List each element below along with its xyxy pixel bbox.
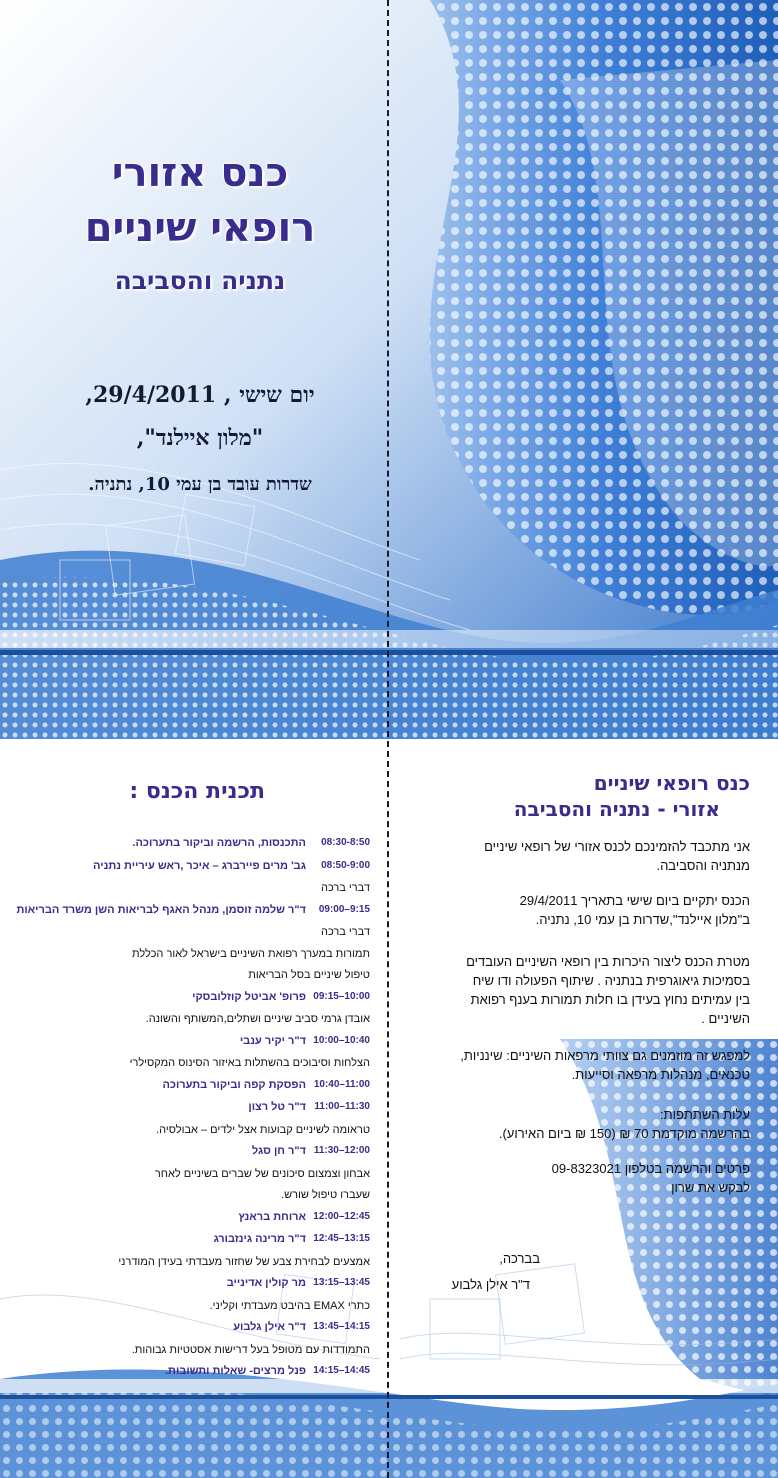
program-item-title: ארוחת בראנץ [238,1210,306,1223]
program-item-description-row [40,1189,370,1207]
program-item-description-row [40,1013,370,1031]
invite-paragraph-intro: אני מתכבד להזמינכם לכנס אזורי של רופאי שיניים מנתניה והסביבה. [484,839,750,873]
program-item-description: שעברו טיפול שורש. [281,1189,370,1201]
program-item [40,1035,370,1053]
program-item-title: ד"ר חן סגל [251,1145,306,1157]
program-item [40,860,370,878]
program-item-title: גב' מרים פיירברג – איכר ,ראש עיריית נתניה [93,859,306,872]
program-item-description-row [40,882,370,900]
program-item-time: 09:15–10:00 [313,990,370,1002]
program-item-description-row [40,1168,370,1186]
program-heading: תכנית הכנס : [129,779,265,804]
program-item-description: טראומה לשיניים קבועות אצל ילדים – אבולסיה. [156,1123,370,1136]
cover-venue: "מלון איילנד", [136,425,264,451]
invite-signature: ד"ר אילן גלבוע [451,1277,530,1292]
program-item [40,1365,370,1383]
program-item-description: דברי ברכה [320,926,370,938]
program-item-title: פנל מרצים- שאלות ותשובות. [165,1365,306,1377]
program-item-time: 12:00–12:45 [313,1210,370,1222]
program-item-title: ד"ר שלמה זוסמן, מנהל האגף לבריאות השן משרד הבריאות [16,903,306,916]
program-item [40,1233,370,1251]
invite-contact: פרטים והרשמה בטלפון 09-8323021 לבקש את שרון [551,1161,750,1195]
invite-heading-line1: כנס רופאי שיניים [593,771,750,795]
cover-subtitle: נתניה והסביבה [114,266,286,295]
program-item-time: 13:45–14:15 [313,1321,370,1332]
program-item [40,837,370,855]
program-item-title: מר קולין אדינייב [226,1277,306,1289]
program-item-description-row [40,1124,370,1142]
program-item [40,1321,370,1339]
program-item-description: הצלחות וסיבוכים בהשתלות באיזור הסינוס המקסילרי [129,1057,370,1069]
program-item-time: 09:00–9:15 [318,903,370,915]
program-item-time: 13:15–13:45 [313,1277,370,1288]
invite-closing: בברכה, [499,1251,540,1266]
program-item-time: 11:00–11:30 [314,1101,370,1112]
program-item [40,991,370,1009]
program-item-time: 14:15–14:45 [313,1365,370,1376]
program-item-description: אמצעים לבחירת צבע של שחזור מעבדתי בעידן המודרני [118,1255,370,1268]
program-item-title: ד"ר אילן גלבוע [233,1321,306,1333]
program-item-description: התמודדות עם מטופל בעל דרישות אסטטיות גבוהות. [131,1343,370,1356]
program-item-description-row [40,1256,370,1274]
cover-address: שדרות עובד בן עמי 10, נתניה. [88,474,312,495]
program-item-description: דברי ברכה [320,882,370,894]
program-item-time: 08:30-8:50 [321,837,370,848]
program-item-description: כתרי EMAX בהיבט מעבדתי וקליני. [209,1299,370,1312]
program-item-title: פרופ' אביטל קוזלובסקי [192,990,306,1003]
cover-title-line2: רופאי שיניים [84,205,316,251]
program-item-time: 10:40–11:00 [313,1078,370,1090]
program-item-time: 12:45–13:15 [313,1233,370,1244]
program-item-description: אבחון וצמצום סיכונים של שברים בשיניים לאחר [154,1167,370,1180]
program-item-time: 10:00–10:40 [313,1034,370,1046]
program-item-description: אובדן גרמי סביב שיניים ושתלים,המשותף והשונה. [145,1013,370,1025]
program-item-description-row [40,1057,370,1075]
program-item [40,1211,370,1229]
invite-heading-line2: אזורי - נתניה והסביבה [513,797,720,821]
cover-title-line1: כנס אזורי [111,150,289,196]
program-item-description: תמורות במערך רפואת השיניים בישראל לאור הכללת [131,947,370,960]
program-item-description-row [40,948,370,966]
program-item-description-row [40,969,370,987]
program-item-title: ד"ר מרינה גינזבורג [213,1233,306,1245]
program-item-description-row [40,1300,370,1318]
fold-line [387,0,389,1478]
program-item-description-row [40,926,370,944]
program-item [40,1145,370,1163]
program-item-description: טיפול שיניים בסל הבריאות [248,969,370,981]
program-item [40,1101,370,1119]
program-item [40,1277,370,1295]
program-item [40,1079,370,1097]
program-item-description-row [40,1344,370,1362]
invite-paragraph-staff: למפגש זה מוזמנים גם צוותי מרפאות השיניים: שינניות, טכנאים, מנהלות מרפאה וסייעות. [460,1048,750,1082]
program-item-title: התכנסות, הרשמה וביקור בתערוכה. [132,837,306,849]
inside-panel [0,739,778,1478]
invite-cost: עלות השתתפות: בהרשמה מוקדמת 70 ₪ (150 ₪ ביום האירוע). [498,1107,750,1141]
program-item-title: ד"ר טל רצון [248,1101,306,1113]
invite-paragraph-date: הכנס יתקיים ביום שישי בתאריך 29/4/2011 ב"מלון איילנד",שדרות בן עמי 10, נתניה. [519,893,750,927]
program-item-title: ד"ר יקיר ענבי [239,1034,306,1047]
cover-date: יום שישי , 29/4/2011, [85,382,315,408]
invite-paragraph-purpose: מטרת הכנס ליצור היכרות בין רופאי השיניים העובדים בסמיכות גיאוגרפית בנתניה . שיתוף הפעולה ודו שיח בין עמיתים נחוץ בעידן בו חלות תמורות בענף רפואת השיניים . [466,954,750,1026]
program-item-title: הפסקת קפה וביקור בתערוכה [162,1078,306,1091]
program-item-time: 08:50-9:00 [321,859,370,871]
program-item [16,903,370,922]
program-item-time: 11:30–12:00 [313,1145,370,1156]
